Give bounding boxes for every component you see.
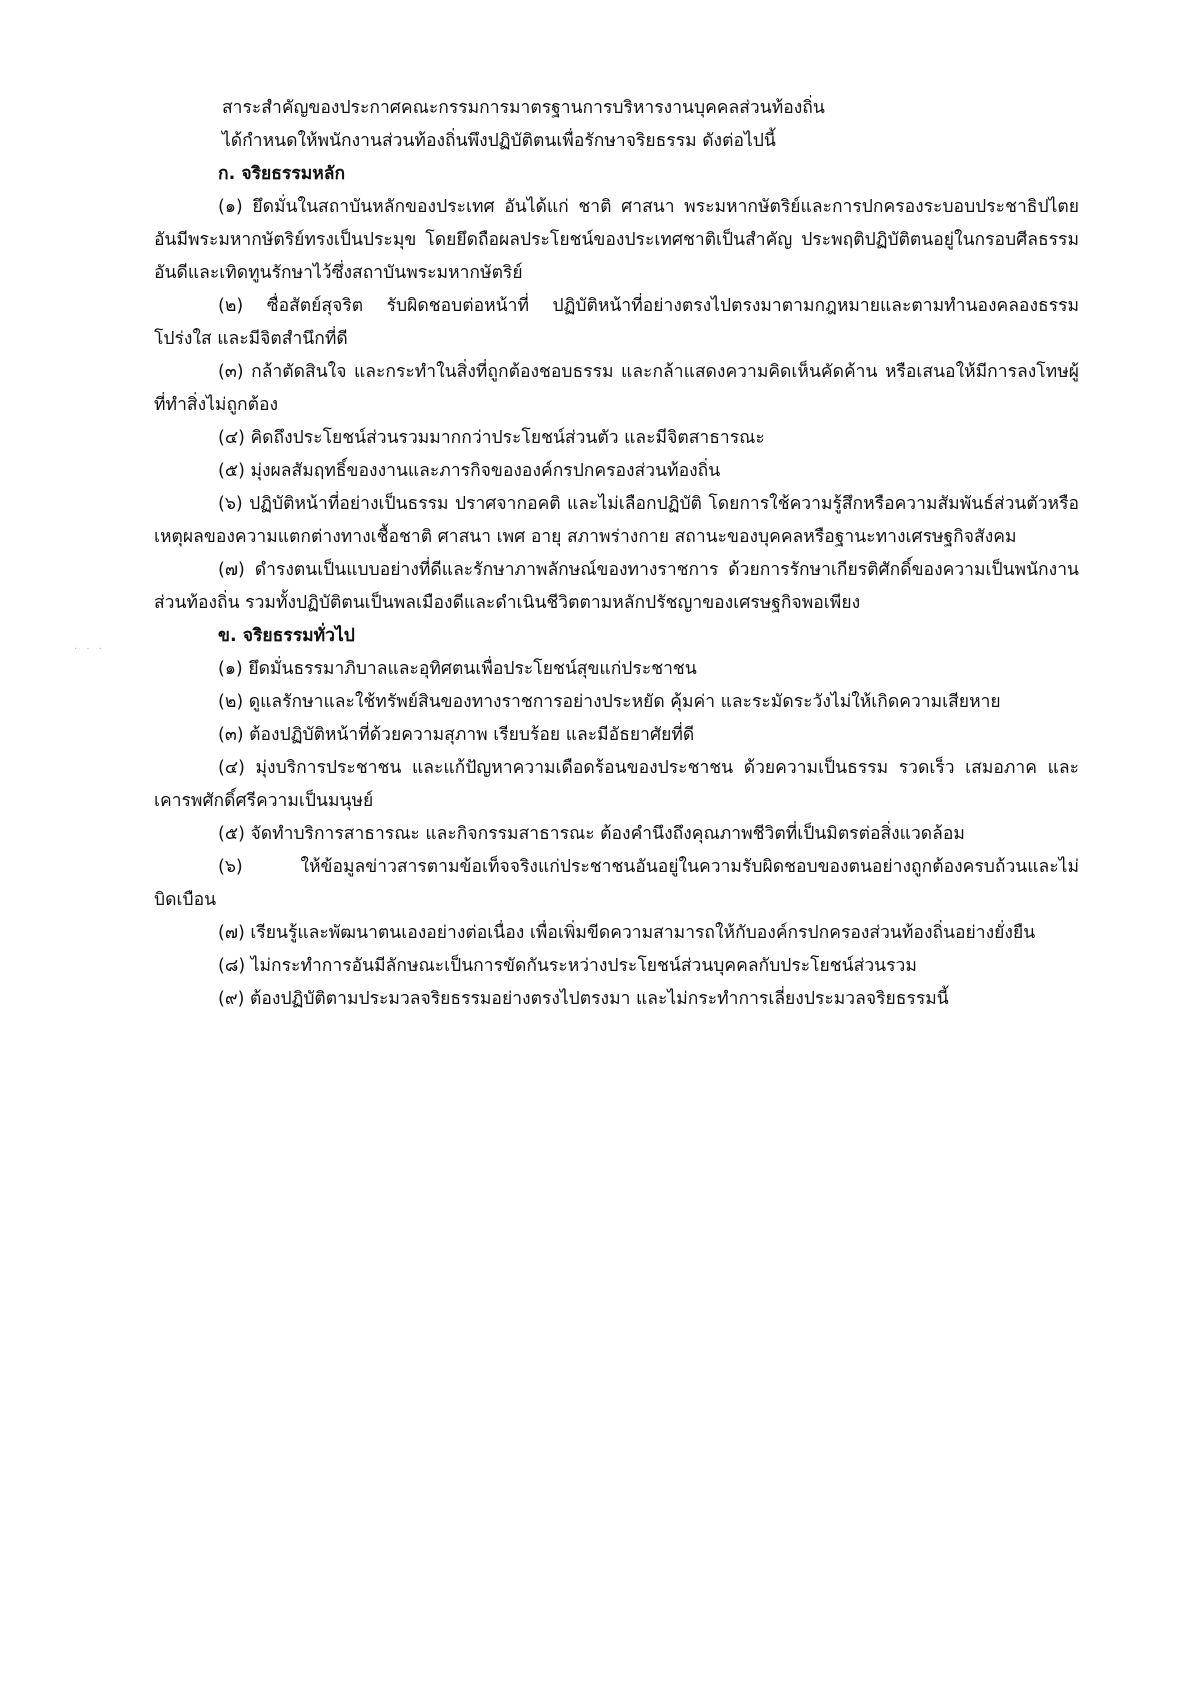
section-a-item-3: (๓) กล้าตัดสินใจ และกระทำในสิ่งที่ถูกต้องชอบธรรม และกล้าแสดงความคิดเห็นคัดค้าน หรือเสนอให้มีการลงโทษผู้ที่ทำสิ่งไม่ถูกต้อง	[154, 362, 1079, 415]
section-b-item-3: (๓) ต้องปฏิบัติหน้าที่ด้วยความสุภาพ เรียบร้อย และมีอัธยาศัยที่ดี	[218, 725, 695, 745]
section-b-item-4: (๔) มุ่งบริการประชาชน และแก้ปัญหาความเดือดร้อนของประชาชน ด้วยความเป็นธรรม รวดเร็ว เสมอภาค และเคารพศักดิ์ศรีความเป็นมนุษย์	[154, 758, 1079, 811]
document-intro: ได้กำหนดให้พนักงานส่วนท้องถิ่นพึงปฏิบัติตนเพื่อรักษาจริยธรรม ดังต่อไปนี้	[222, 131, 776, 151]
document-title: สาระสำคัญของประกาศคณะกรรมการมาตรฐานการบริหารงานบุคคลส่วนท้องถิ่น	[222, 98, 825, 118]
section-a-item-2: (๒) ซื่อสัตย์สุจริต รับผิดชอบต่อหน้าที่ ปฏิบัติหน้าที่อย่างตรงไปตรงมาตามกฎหมายและตามทำนองคลองธรรม โปร่งใส และมีจิตสำนึกที่ดี	[154, 296, 1079, 349]
section-b-item-5: (๕) จัดทำบริการสาธารณะ และกิจกรรมสาธารณะ ต้องคำนึงถึงคุณภาพชีวิตที่เป็นมิตรต่อสิ่งแวดล้อม	[218, 824, 965, 844]
section-a-item-4: (๔) คิดถึงประโยชน์ส่วนรวมมากกว่าประโยชน์ส่วนตัว และมีจิตสาธารณะ	[218, 428, 765, 448]
section-a-item-6: (๖) ปฏิบัติหน้าที่อย่างเป็นธรรม ปราศจากอคติ และไม่เลือกปฏิบัติ โดยการใช้ความรู้สึกหรือความสัมพันธ์ส่วนตัวหรือเหตุผลของความแตกต่างทางเชื้อชาติ ศาสนา เพศ อายุ สภาพร่างกาย สถานะของบุคคลหรือฐานะทางเศรษฐกิจสังคม	[154, 494, 1079, 547]
section-b-item-1: (๑) ยึดมั่นธรรมาภิบาลและอุทิศตนเพื่อประโยชน์สุขแก่ประชาชน	[218, 659, 697, 679]
document-body	[154, 92, 1079, 1016]
section-b-item-6: (๖) ให้ข้อมูลข่าวสารตามข้อเท็จจริงแก่ประชาชนอันอยู่ในความรับผิดชอบของตนอย่างถูกต้องครบถ้วนและไม่บิดเบือน	[154, 857, 1079, 910]
section-b-item-9: (๙) ต้องปฏิบัติตามประมวลจริยธรรมอย่างตรงไปตรงมา และไม่กระทำการเลี่ยงประมวลจริยธรรมนี้	[218, 989, 949, 1009]
section-b-item-7: (๗) เรียนรู้และพัฒนาตนเองอย่างต่อเนื่อง เพื่อเพิ่มขีดความสามารถให้กับองค์กรปกครองส่วนท้องถิ่นอย่างยั่งยืน	[218, 923, 1036, 943]
section-b-item-2: (๒) ดูแลรักษาและใช้ทรัพย์สินของทางราชการอย่างประหยัด คุ้มค่า และระมัดระวังไม่ให้เกิดความเสียหาย	[218, 692, 1001, 712]
section-b-item-8: (๘) ไม่กระทำการอันมีลักษณะเป็นการขัดกันระหว่างประโยชน์ส่วนบุคคลกับประโยชน์ส่วนรวม	[218, 956, 917, 976]
section-a-item-1: (๑) ยึดมั่นในสถาบันหลักของประเทศ อันได้แก่ ชาติ ศาสนา พระมหากษัตริย์และการปกครองระบอบประชาธิปไตยอันมีพระมหากษัตริย์ทรงเป็นประมุข โดยยึดถือผลประโยชน์ของประเทศชาติเป็นสำคัญ ประพฤติปฏิบัติตนอยู่ในกรอบศีลธรรมอันดีและเทิดทูนรักษาไว้ซึ่งสถาบันพระมหากษัตริย์	[154, 197, 1079, 283]
section-b-heading: ข. จริยธรรมทั่วไป	[218, 626, 355, 646]
section-a-heading: ก. จริยธรรมหลัก	[218, 164, 346, 184]
scan-margin-mark: · · ·	[74, 644, 105, 655]
section-a-item-5: (๕) มุ่งผลสัมฤทธิ์ของงานและภารกิจขององค์กรปกครองส่วนท้องถิ่น	[218, 461, 721, 481]
section-a-item-7: (๗) ดำรงตนเป็นแบบอย่างที่ดีและรักษาภาพลักษณ์ของทางราชการ ด้วยการรักษาเกียรติศักดิ์ของความเป็นพนักงานส่วนท้องถิ่น รวมทั้งปฏิบัติตนเป็นพลเมืองดีและดำเนินชีวิตตามหลักปรัชญาของเศรษฐกิจพอเพียง	[154, 560, 1079, 613]
